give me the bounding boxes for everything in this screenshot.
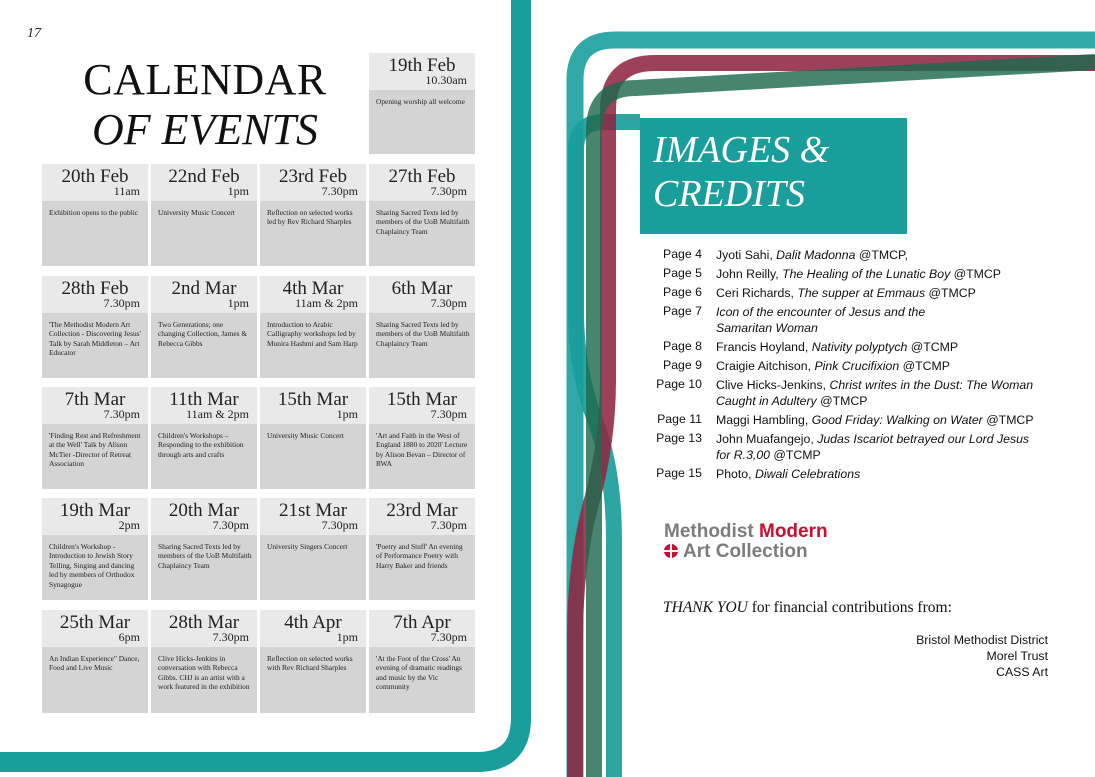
event-time: 7.30pm: [430, 407, 467, 421]
event-description: 'The Methodist Modern Art Collection - Discovering Jesus' Talk by Sarah Middleton – Art Educator: [49, 320, 141, 358]
credit-source: @TCMP: [770, 448, 821, 462]
credit-page: Page 4: [663, 247, 702, 261]
credit-artist: John Reilly,: [716, 267, 783, 281]
credit-page: Page 9: [663, 358, 702, 372]
event-cell: [369, 164, 475, 266]
credit-artist: Ceri Richards,: [716, 286, 798, 300]
credit-page: Page 7: [663, 304, 702, 318]
event-date: 4th Mar: [282, 278, 344, 299]
sponsor-item: Morel Trust: [986, 649, 1048, 663]
event-time: 1pm: [227, 184, 249, 198]
sponsor-list: [840, 632, 1048, 680]
credits-title-line2: CREDITS: [653, 173, 805, 215]
credit-page: Page 5: [663, 266, 702, 280]
event-time: 1pm: [336, 630, 358, 644]
event-description: 'At the Foot of the Cross' An evening of dramatic readings and music by the Vic community: [376, 654, 462, 692]
event-cell: [151, 498, 257, 600]
event-cell: [260, 498, 366, 600]
event-time: 11am & 2pm: [186, 407, 249, 421]
event-cell: [151, 610, 257, 713]
event-date: 11th Mar: [169, 389, 239, 410]
event-cell: [151, 387, 257, 489]
event-time: 7.30pm: [321, 518, 358, 532]
credit-page: Page 15: [656, 466, 702, 480]
event-date: 21st Mar: [278, 500, 348, 521]
methodist-modern-art-collection-logo: [664, 522, 828, 562]
event-date: 20th Feb: [61, 166, 129, 187]
event-date: 28th Mar: [168, 612, 240, 633]
event-date: 27th Feb: [388, 166, 456, 187]
sponsor-item: Bristol Methodist District: [916, 633, 1048, 647]
event-date: 25th Mar: [59, 612, 131, 633]
credit-page: Page 8: [663, 339, 702, 353]
credit-item: [640, 358, 1060, 374]
credits-list: [640, 247, 1060, 485]
credit-source: @TCMP: [899, 359, 950, 373]
event-cell: [369, 610, 475, 713]
event-description: Introduction to Arabic Calligraphy workshops led by Munira Hashmi and Sam Harp: [267, 320, 358, 348]
event-description: Two Generations; one changing Collection, James & Rebecca Gibbs: [158, 320, 248, 348]
event-date: 15th Mar: [386, 389, 458, 410]
event-date: 20th Mar: [168, 500, 240, 521]
credits-title: [653, 128, 829, 216]
event-date: 28th Feb: [61, 278, 129, 299]
credit-source: @TMCP: [816, 394, 868, 408]
event-time: 10.30am: [425, 73, 467, 87]
credit-item: [640, 285, 1060, 301]
event-description: Children's Workshops – Responding to the exhibition through arts and crafts: [158, 431, 244, 459]
event-cell: [42, 276, 148, 378]
credit-work: Good Friday: Walking on Water: [811, 413, 983, 427]
logo-text-art-collection: Art Collection: [683, 541, 808, 562]
credit-artist: Clive Hicks-Jenkins,: [716, 378, 830, 392]
event-time: 7.30pm: [430, 630, 467, 644]
credit-source: @TMCP: [982, 413, 1034, 427]
cross-icon: [664, 544, 678, 558]
credit-source: @TMCP: [950, 267, 1001, 281]
event-description: Reflection on selected works led by Rev Richard Sharples: [267, 208, 353, 227]
event-date: 19th Feb: [388, 55, 456, 76]
event-date: 2nd Mar: [171, 278, 237, 299]
event-date: 23rd Feb: [278, 166, 348, 187]
event-description: Children's Workshop - Introduction to Jewish Story Telling, Singing and dancing led by members of Orthodox Synagogue: [49, 542, 135, 589]
event-cell: [260, 164, 366, 266]
credit-item: [640, 304, 1060, 336]
event-description: 'Art and Faith in the West of England 1880 to 2020' Lecture by Alison Bevan – Director of RWA: [376, 431, 468, 469]
credit-artist: John Muafangejo,: [716, 432, 818, 446]
calendar-title: [42, 55, 368, 154]
event-description: 'Finding Rest and Refreshment at the Well' Talk by Alison McTier -Director of Retreat Association: [49, 431, 141, 469]
credit-artist: Francis Hoyland,: [716, 340, 812, 354]
event-cell: [42, 164, 148, 266]
event-description: Opening worship all welcome: [376, 97, 465, 106]
event-cell: [369, 498, 475, 600]
credit-work: The supper at Emmaus: [797, 286, 926, 300]
credit-work: Dalit Madonna: [776, 248, 856, 262]
event-description: Clive Hicks-Jenkins in conversation with Rebecca Gibbs. CHJ is an artist with a work featured in the exhibition: [158, 654, 250, 692]
event-cell: [260, 276, 366, 378]
credit-item: [640, 266, 1060, 282]
event-description: Reflection on selected works with Rev Richard Sharples: [267, 654, 353, 673]
event-description: University Singers Concert: [267, 542, 348, 551]
thank-you-italic: THANK YOU: [663, 599, 748, 616]
credit-page: Page 10: [656, 377, 702, 391]
event-time: 11am & 2pm: [295, 296, 358, 310]
event-cell: [42, 498, 148, 600]
event-description: Sharing Sacred Texts led by members of the UoB Multifaith Chaplaincy Team: [376, 208, 470, 236]
credit-work: Diwali Celebrations: [754, 467, 861, 481]
credit-item: [640, 377, 1060, 409]
event-cell: [260, 387, 366, 489]
page-number: 17: [27, 26, 41, 41]
credit-work: The Healing of the Lunatic Boy: [782, 267, 951, 281]
thank-you-rest: for financial contributions from:: [747, 599, 952, 616]
credit-item: [640, 431, 1060, 463]
event-cell: [151, 164, 257, 266]
credit-work: Icon of the encounter of Jesus and the Samaritan Woman: [716, 305, 926, 335]
credit-item: [640, 247, 1060, 263]
credit-artist: Craigie Aitchison,: [716, 359, 815, 373]
event-time: 11am: [113, 184, 140, 198]
event-time: 7.30pm: [430, 296, 467, 310]
event-date: 23rd Mar: [386, 500, 458, 521]
event-cell: [42, 610, 148, 713]
credit-artist: Jyoti Sahi,: [716, 248, 777, 262]
credit-work: Nativity polyptych: [811, 340, 908, 354]
event-cell: [369, 387, 475, 489]
event-description: University Music Concert: [267, 431, 344, 440]
credit-source: @TMCP: [925, 286, 976, 300]
event-description: Exhibition opens to the public: [49, 208, 139, 217]
event-time: 2pm: [118, 518, 140, 532]
event-time: 7.30pm: [103, 407, 140, 421]
credit-page: Page 13: [656, 431, 702, 445]
event-date: 4th Apr: [284, 612, 342, 633]
event-description: Sharing Sacred Texts led by members of the UoB Multifaith Chaplaincy Team: [158, 542, 252, 570]
credits-title-line1: IMAGES &: [653, 129, 830, 171]
event-date: 15th Mar: [277, 389, 349, 410]
event-cell: [42, 387, 148, 489]
event-time: 7.30pm: [430, 184, 467, 198]
credit-artist: Maggi Hambling,: [716, 413, 812, 427]
event-time: 1pm: [227, 296, 249, 310]
credit-page: Page 11: [657, 412, 702, 426]
event-time: 7.30pm: [103, 296, 140, 310]
event-date: 6th Mar: [391, 278, 453, 299]
event-cell: [151, 276, 257, 378]
credit-item: [640, 339, 1060, 355]
credit-source: @TCMP: [907, 340, 959, 354]
event-cell: [369, 276, 475, 378]
credit-item: [640, 466, 1060, 482]
event-description: 'Poetry and Stuff' An evening of Performance Poetry with Harry Baker and friends: [376, 542, 463, 570]
event-date: 7th Mar: [64, 389, 126, 410]
event-time: 7.30pm: [430, 518, 467, 532]
event-time: 7.30pm: [212, 518, 249, 532]
credit-work: Pink Crucifixion: [814, 359, 900, 373]
event-date: 22nd Feb: [168, 166, 240, 187]
event-description: An Indian Experience" Dance, Food and Live Music: [49, 654, 140, 673]
event-description: University Music Concert: [158, 208, 235, 217]
credit-work: Judas Iscariot betrayed our Lord Jesus for R.3,00: [716, 432, 1030, 462]
thank-you-line: [663, 599, 952, 617]
logo-text-methodist: Methodist: [664, 521, 759, 542]
event-date: 7th Apr: [393, 612, 451, 633]
credit-source: @TMCP,: [855, 248, 909, 262]
event-cell: [260, 610, 366, 713]
event-date: 19th Mar: [59, 500, 131, 521]
credit-page: Page 6: [663, 285, 702, 299]
event-cell: [369, 53, 475, 154]
calendar-title-line1: CALENDAR: [83, 55, 327, 104]
event-time: 7.30pm: [212, 630, 249, 644]
event-time: 7.30pm: [321, 184, 358, 198]
credit-work: Christ writes in the Dust: The Woman Caught in Adultery: [716, 378, 1034, 408]
sponsor-item: CASS Art: [996, 665, 1048, 679]
event-time: 1pm: [336, 407, 358, 421]
calendar-title-line2: OF EVENTS: [91, 105, 319, 154]
event-description: Sharing Sacred Texts led by members of the UoB Multifaith Chaplaincy Team: [376, 320, 470, 348]
credit-artist: Photo,: [716, 467, 755, 481]
credit-item: [640, 412, 1060, 428]
event-time: 6pm: [118, 630, 140, 644]
logo-text-modern: Modern: [759, 521, 828, 542]
